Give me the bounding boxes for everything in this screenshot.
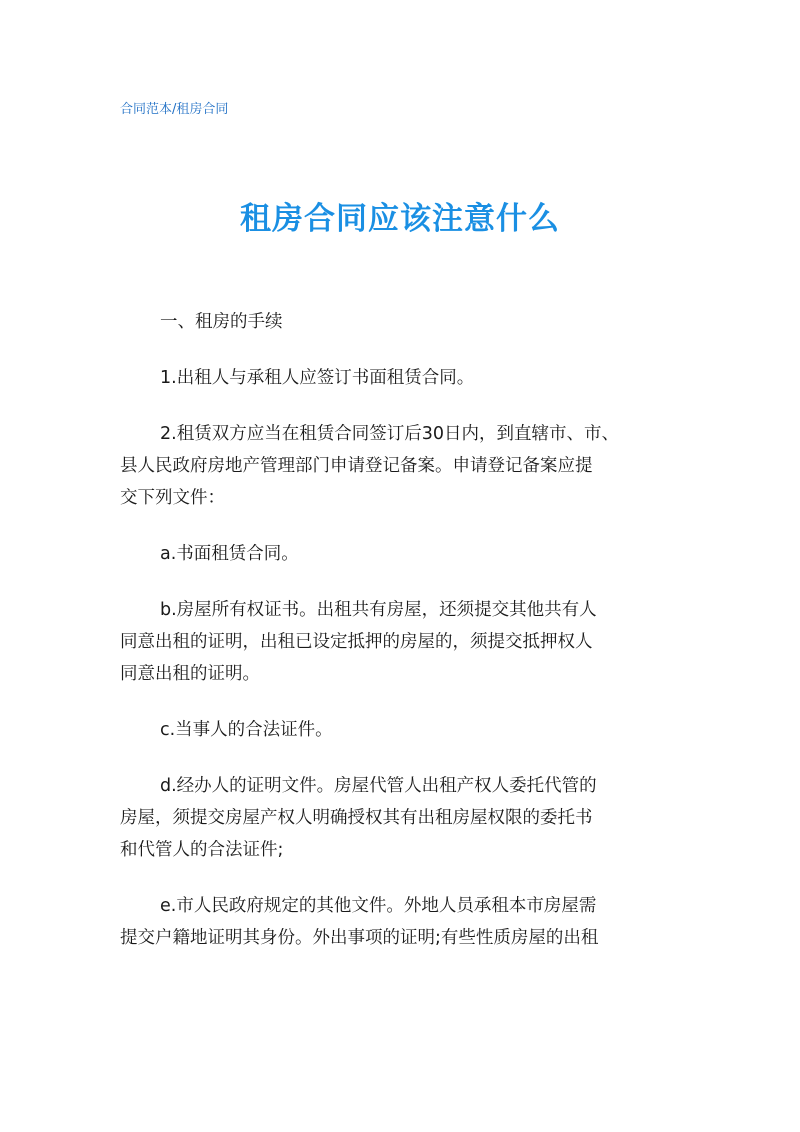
paragraph-2 <box>120 362 680 394</box>
paragraph-4 <box>120 538 680 570</box>
paragraph-line: 同意出租的证明。 <box>120 664 260 684</box>
paragraph-line: 同意出租的证明，出租已设定抵押的房屋的，须提交抵押权人 <box>120 632 593 652</box>
paragraph-line: 县人民政府房地产管理部门申请登记备案。申请登记备案应提 <box>120 456 593 476</box>
paragraph-1 <box>120 306 680 338</box>
paragraph-line: 提交户籍地证明其身份。外出事项的证明;有些性质房屋的出租 <box>120 928 599 948</box>
paragraph-line: 1.出租人与承租人应签订书面租赁合同。 <box>160 368 475 388</box>
paragraph-7 <box>120 770 680 866</box>
document-body <box>120 306 680 978</box>
paragraph-line: 和代管人的合法证件; <box>120 840 284 860</box>
paragraph-line: a.书面租赁合同。 <box>160 544 299 564</box>
paragraph-line: c.当事人的合法证件。 <box>160 720 333 740</box>
paragraph-line: 房屋，须提交房屋产权人明确授权其有出租房屋权限的委托书 <box>120 808 593 828</box>
breadcrumb[interactable]: 合同范本/租房合同 <box>120 102 229 117</box>
paragraph-line: 交下列文件： <box>120 488 225 508</box>
paragraph-6 <box>120 714 680 746</box>
paragraph-line: b.房屋所有权证书。出租共有房屋，还须提交其他共有人 <box>160 600 597 620</box>
paragraph-line: d.经办人的证明文件。房屋代管人出租产权人委托代管的 <box>160 776 597 796</box>
paragraph-line: 2.租赁双方应当在租赁合同签订后30日内，到直辖市、市、 <box>160 424 619 444</box>
paragraph-line: 一、租房的手续 <box>160 312 283 332</box>
paragraph-5 <box>120 594 680 690</box>
paragraph-3 <box>120 418 680 514</box>
document-title: 租房合同应该注意什么 <box>240 201 560 237</box>
paragraph-line: e.市人民政府规定的其他文件。外地人员承租本市房屋需 <box>160 896 597 916</box>
paragraph-8 <box>120 890 680 954</box>
